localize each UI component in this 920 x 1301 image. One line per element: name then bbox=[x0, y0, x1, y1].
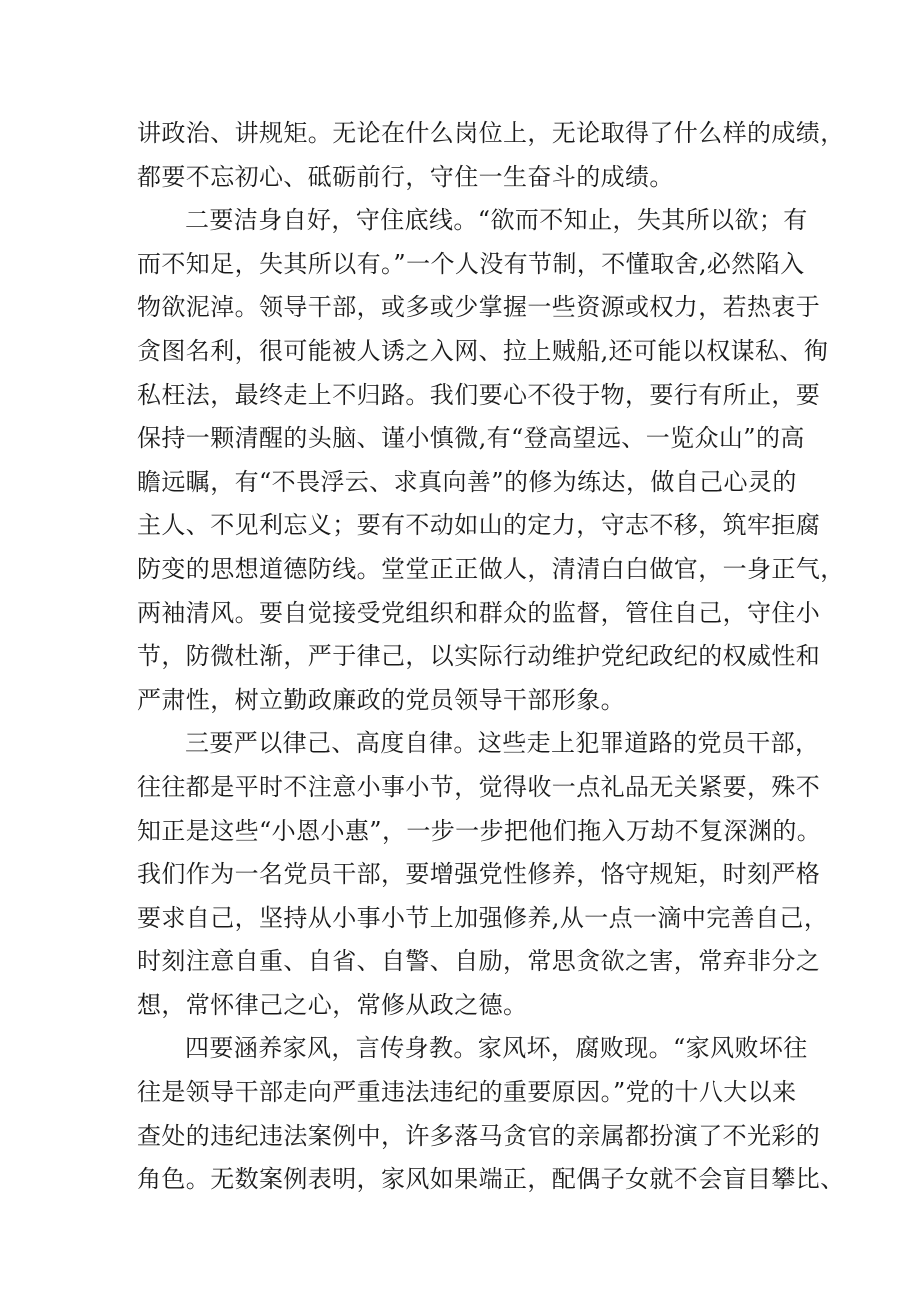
text-line: 往是领导干部走向严重违法违纪的重要原因。”党的十八大以来 bbox=[137, 1078, 797, 1107]
text-line: 二要洁身自好，守住底线。“欲而不知止，失其所以欲；有 bbox=[185, 206, 808, 235]
paragraph-continuation bbox=[137, 112, 845, 199]
text-line: 保持一颗清醒的头脑、谨小慎微,有“登高望远、一览众山”的高 bbox=[137, 424, 805, 453]
text-line: 物欲泥淖。领导干部，或多或少掌握一些资源或权力，若热衷于 bbox=[137, 293, 821, 322]
text-line: 主人、不见利忘义；要有不动如山的定力，守志不移，筑牢拒腐 bbox=[137, 511, 821, 540]
paragraph-self-discipline bbox=[137, 722, 829, 1027]
text-line: 查处的违纪违法案例中，许多落马贪官的亲属都扮演了不光彩的 bbox=[137, 1121, 821, 1150]
text-line: 讲政治、讲规矩。无论在什么岗位上，无论取得了什么样的成绩， bbox=[137, 119, 845, 147]
text-line: 贪图名利，很可能被人诱之入网、拉上贼船,还可能以权谋私、徇 bbox=[137, 336, 829, 365]
text-line: 防变的思想道德防线。堂堂正正做人，清清白白做官，一身正气， bbox=[137, 554, 845, 583]
text-line: 私枉法，最终走上不归路。我们要心不役于物，要行有所止，要 bbox=[137, 380, 821, 409]
paragraph-keep-clean bbox=[137, 199, 845, 722]
text-line: 知正是这些“小恩小惠”，一步一步把他们拖入万劫不复深渊的。 bbox=[137, 816, 822, 845]
text-line: 四要涵养家风，言传身教。家风坏，腐败现。“家风败坏往 bbox=[185, 1034, 808, 1063]
text-line: 节，防微杜渐，严于律己，以实际行动维护党纪政纪的权威性和 bbox=[137, 642, 821, 671]
text-line: 往往都是平时不注意小事小节，觉得收一点礼品无关紧要，殊不 bbox=[137, 772, 821, 801]
text-line: 时刻注意自重、自省、自警、自励，常思贪欲之害，常弃非分之 bbox=[137, 947, 821, 976]
text-line: 想，常怀律己之心，常修从政之德。 bbox=[137, 990, 528, 1019]
text-line: 而不知足，失其所以有。”一个人没有节制，不懂取舍,必然陷入 bbox=[137, 249, 805, 278]
text-line: 严肃性，树立勤政廉政的党员领导干部形象。 bbox=[137, 685, 625, 714]
text-line: 角色。无数案例表明，家风如果端正，配偶子女就不会盲目攀比、 bbox=[137, 1165, 845, 1194]
text-line: 三要严以律己、高度自律。这些走上犯罪道路的党员干部， bbox=[185, 729, 820, 758]
text-line: 瞻远瞩，有“不畏浮云、求真向善”的修为练达，做自己心灵的 bbox=[137, 467, 797, 496]
text-line: 我们作为一名党员干部，要增强党性修养，恪守规矩，时刻严格 bbox=[137, 860, 821, 889]
text-line: 都要不忘初心、砥砺前行，守住一生奋斗的成绩。 bbox=[137, 162, 674, 191]
document-body bbox=[137, 112, 845, 1202]
paragraph-family-style bbox=[137, 1027, 845, 1201]
text-line: 要求自己，坚持从小事小节上加强修养,从一点一滴中完善自己， bbox=[137, 903, 829, 932]
text-line: 两袖清风。要自觉接受党组织和群众的监督，管住自己，守住小 bbox=[137, 598, 821, 627]
